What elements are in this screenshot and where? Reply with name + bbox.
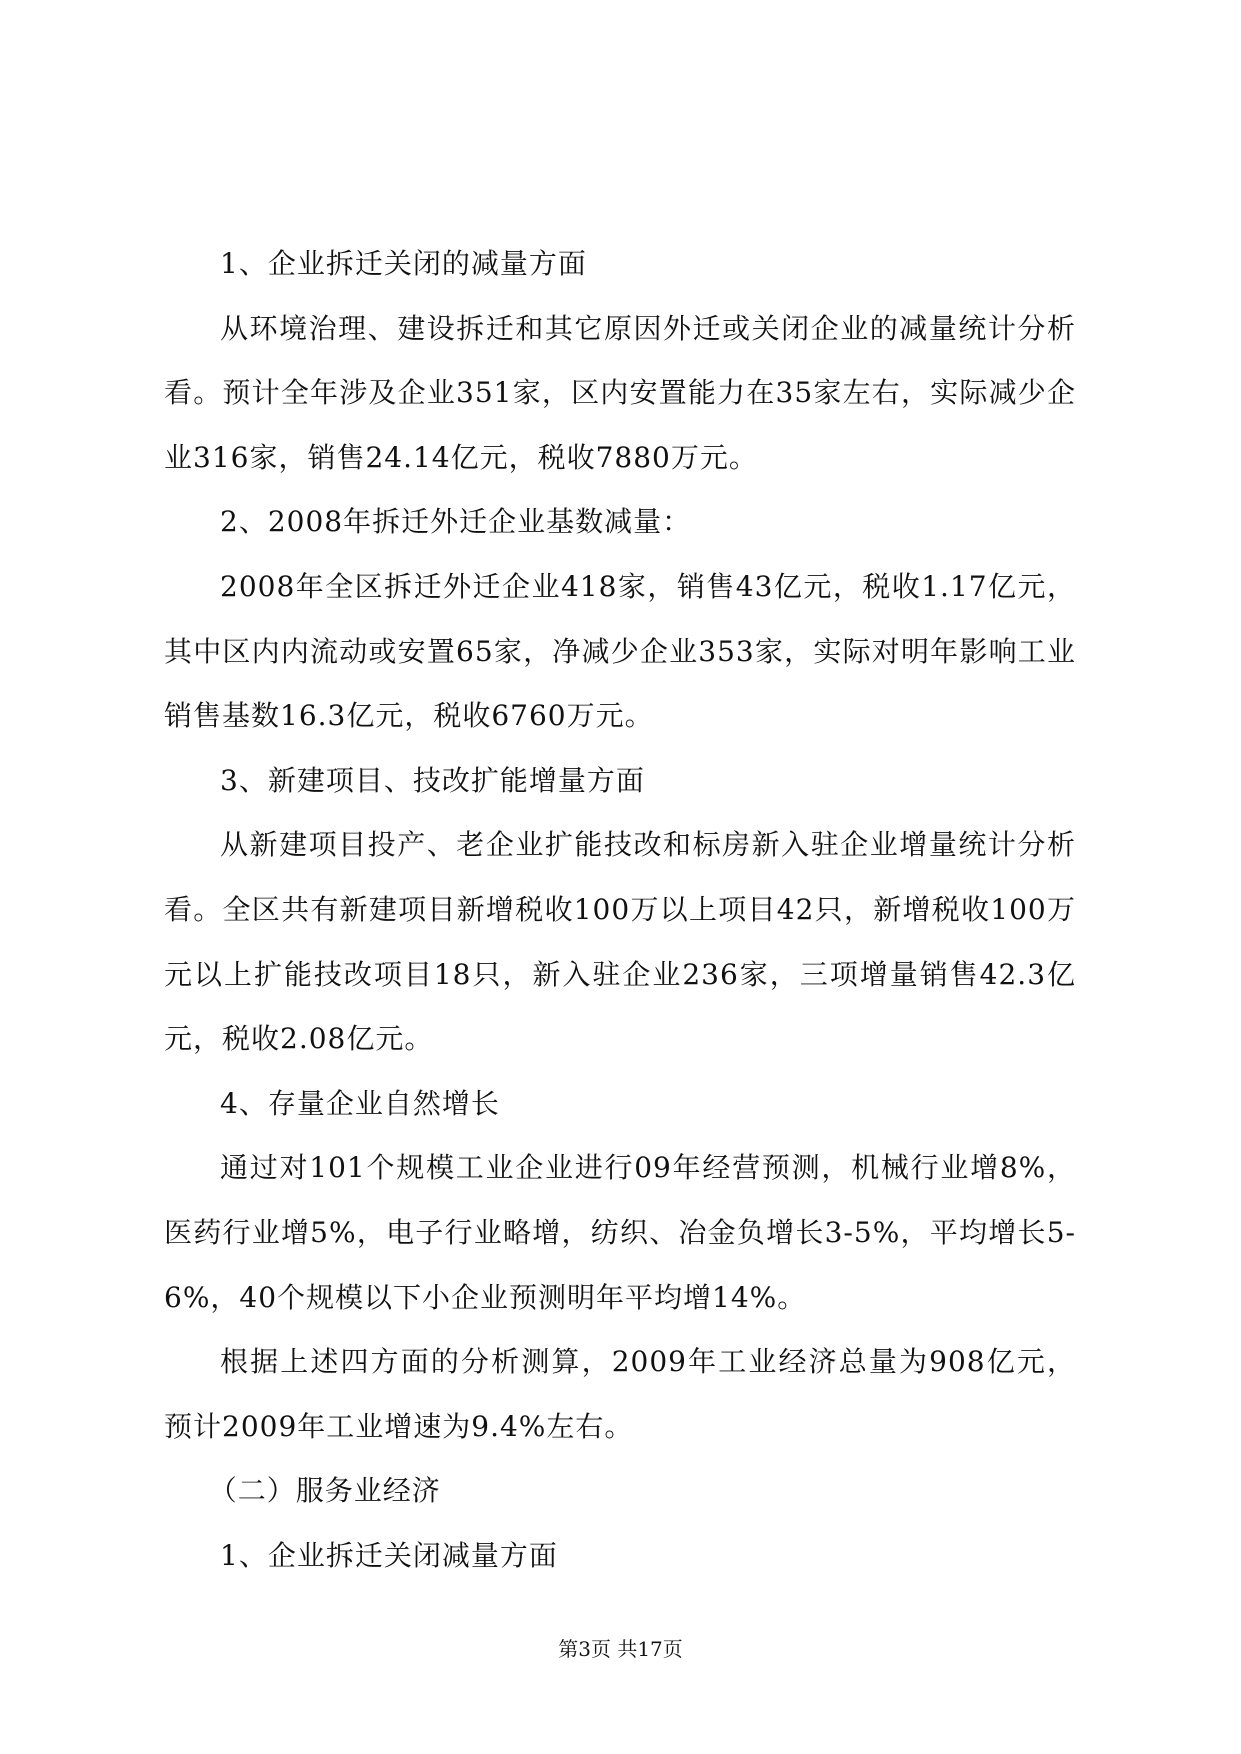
paragraph-heading-2: 2、2008年拆迁外迁企业基数减量： bbox=[220, 505, 692, 539]
section-heading-service: （二）服务业经济 bbox=[208, 1474, 441, 1508]
paragraph-body-1: 从环境治理、建设拆迁和其它原因外迁或关闭企业的减量统计分析看。预计全年涉及企业351家，区内安置能力在35家左右，实际减少企业316家，销售24.14亿元，税收7880万元。 bbox=[164, 311, 1076, 474]
paragraph-heading-4: 4、存量企业自然增长 bbox=[220, 1086, 500, 1120]
paragraph-body-2: 2008年全区拆迁外迁企业418家，销售43亿元，税收1.17亿元，其中区内内流动或安置65家，净减少企业353家，实际对明年影响工业销售基数16.3亿元，税收6760万元。 bbox=[164, 569, 1076, 733]
page-number-footer: 第3页 共17页 bbox=[558, 1637, 683, 1661]
paragraph-heading-1: 1、企业拆迁关闭的减量方面 bbox=[220, 247, 587, 280]
paragraph-heading-3: 3、新建项目、技改扩能增量方面 bbox=[220, 763, 645, 797]
paragraph-body-3: 从新建项目投产、老企业扩能技改和标房新入驻企业增量统计分析看。全区共有新建项目新增税收100万以上项目42只，新增税收100万元以上扩能技改项目18只，新入驻企业236家，三项增量销售42.3亿元，税收2.08亿元。 bbox=[164, 828, 1076, 1056]
paragraph-heading-service-1: 1、企业拆迁关闭减量方面 bbox=[220, 1538, 558, 1572]
paragraph-body-4: 通过对101个规模工业企业进行09年经营预测，机械行业增8%，医药行业增5%，电子行业略增，纺织、冶金负增长3-5%，平均增长5-6%，40个规模以下小企业预测明年平均增14%。 bbox=[164, 1151, 1076, 1314]
paragraph-summary: 根据上述四方面的分析测算，2009年工业经济总量为908亿元，预计2009年工业增速为9.4%左右。 bbox=[164, 1345, 1076, 1443]
document-body bbox=[164, 232, 1076, 1588]
